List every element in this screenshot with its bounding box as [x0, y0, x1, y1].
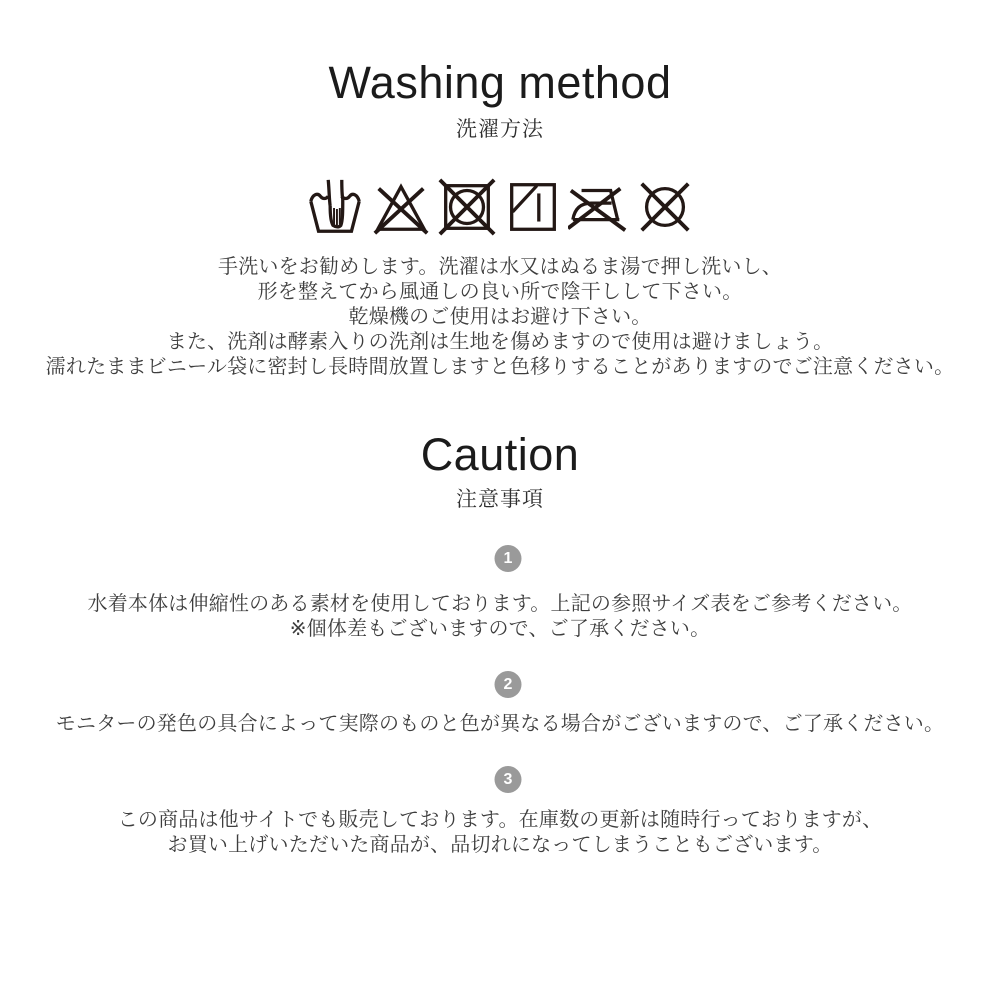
caution-title: Caution — [420, 429, 580, 480]
caution-item-1-number-badge: 1 — [495, 545, 522, 572]
washing-instructions — [0, 255, 1000, 380]
caution-text-line: ※個体差もございますので、ご了承ください。 — [289, 618, 711, 640]
do-not-tumble-dry-icon — [436, 174, 498, 240]
do-not-bleach-icon — [370, 174, 432, 240]
washing-instruction-line: 濡れたままビニール袋に密封し長時間放置しますと色移りすることがありますのでご注意ください。 — [45, 356, 955, 378]
care-symbols-row — [0, 174, 1000, 244]
washing-instruction-line: 形を整えてから風通しの良い所で陰干しして下さい。 — [257, 281, 743, 303]
line-dry-in-shade-icon — [502, 174, 564, 240]
caution-item-2-number-badge: 2 — [495, 671, 522, 698]
caution-item-2-text — [0, 712, 1000, 737]
do-not-iron-icon — [568, 174, 630, 240]
caution-item-3-number-badge: 3 — [495, 766, 522, 793]
caution-text-line: 水着本体は伸縮性のある素材を使用しております。上記の参照サイズ表をご参考ください。 — [87, 593, 913, 615]
washing-instruction-line: また、洗剤は酵素入りの洗剤は生地を傷めますので使用は避けましょう。 — [166, 331, 834, 353]
caution-item-3-text — [0, 808, 1000, 858]
washing-method-subtitle-ja: 洗濯方法 — [456, 118, 544, 141]
caution-text-line: お買い上げいただいた商品が、品切れになってしまうこともございます。 — [167, 834, 833, 856]
caution-text-line: この商品は他サイトでも販売しております。在庫数の更新は随時行っておりますが、 — [117, 809, 883, 831]
caution-subtitle-ja: 注意事項 — [456, 488, 544, 511]
do-not-dry-clean-icon — [634, 174, 696, 240]
washing-instruction-line: 手洗いをお勧めします。洗濯は水又はぬるま湯で押し洗いし、 — [218, 256, 782, 278]
caution-text-line: モニターの発色の具合によって実際のものと色が異なる場合がございますので、ご了承ください。 — [55, 713, 945, 735]
washing-method-title: Washing method — [328, 57, 672, 108]
washing-instruction-line: 乾燥機のご使用はお避け下さい。 — [348, 306, 652, 328]
caution-item-1-text — [0, 592, 1000, 642]
hand-wash-icon — [304, 174, 366, 240]
